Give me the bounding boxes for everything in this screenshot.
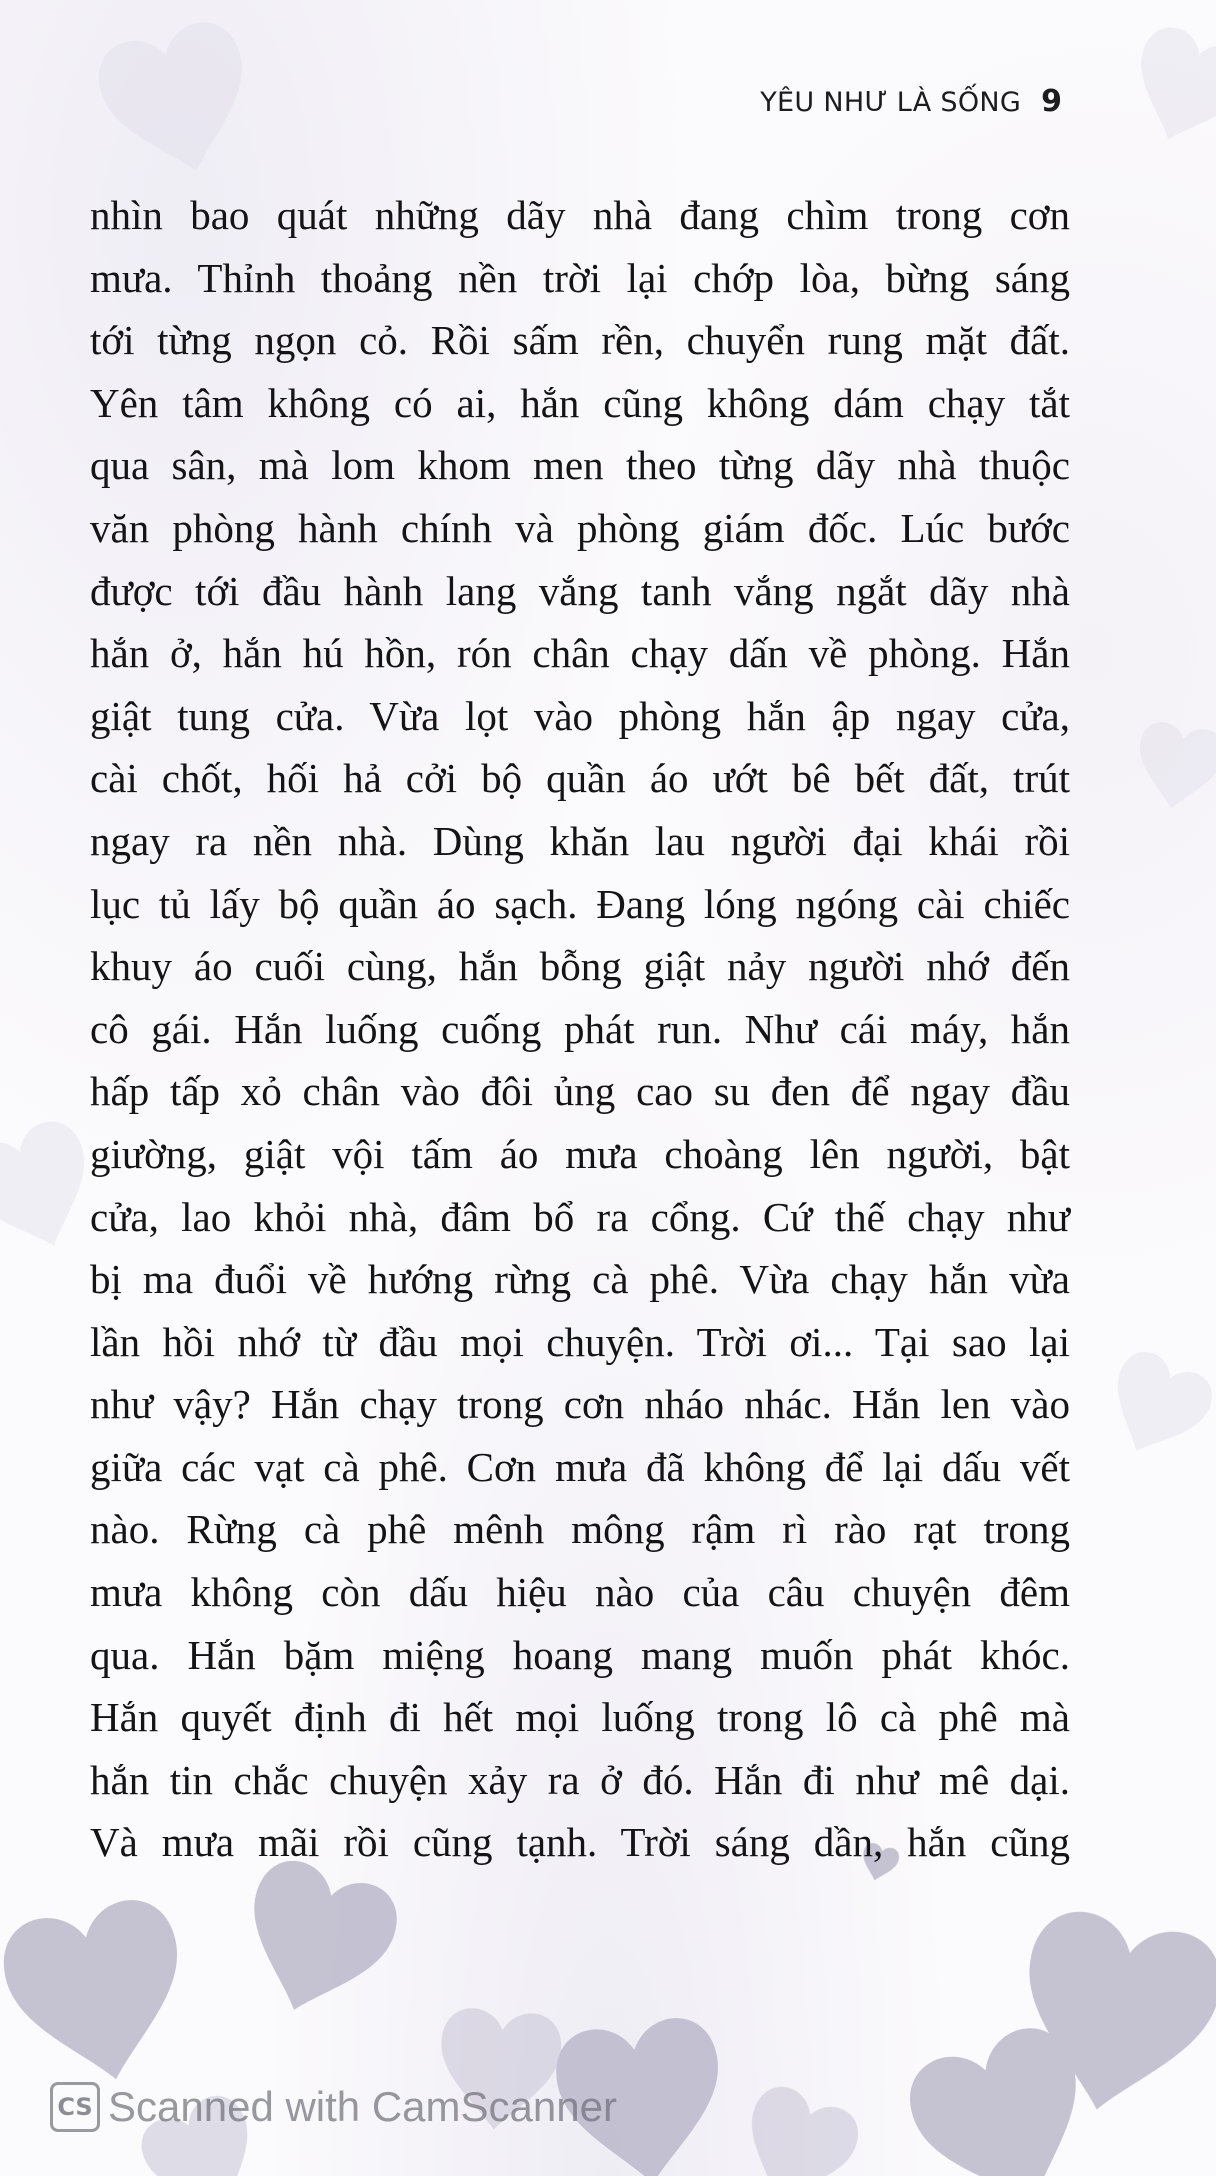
running-title: YÊU NHƯ LÀ SỐNG [760,87,1022,118]
camscanner-logo-icon: CS [50,2082,100,2132]
text-line: bị ma đuổi về hướng rừng cà phê. Vừa chạy hắn vừa [90,1256,1070,1303]
text-line: được tới đầu hành lang vắng tanh vắng ngắt dãy nhà [90,567,1070,614]
text-line: mưa. Thỉnh thoảng nền trời lại chớp lòa, bừng sáng [90,254,1070,301]
heart-shape [0,1892,201,2097]
text-line: khuy áo cuối cùng, hắn bỗng giật nảy người nhớ đến [90,943,1070,990]
text-line: giường, giật vội tấm áo mưa choàng lên người, bật [90,1130,1070,1177]
text-line: tới từng ngọn cỏ. Rồi sấm rền, chuyển rung mặt đất. [90,317,1070,364]
heart-shape [226,1852,407,2033]
heart-shape [726,2079,866,2176]
text-line: Và mưa mãi rồi cũng tạnh. Trời sáng dần, hắn cũng [90,1819,1070,1866]
text-line: lần hồi nhớ từ đầu mọi chuyện. Trời ơi... Tại sao lại [90,1318,1070,1365]
heart-shape [1130,719,1216,816]
text-line: như vậy? Hắn chạy trong cơn nháo nhác. Hắn len vào [90,1381,1070,1428]
running-header [760,84,1062,119]
text-line: lục tủ lấy bộ quần áo sạch. Đang lóng ngóng cài chiếc [90,880,1070,927]
text-line: qua. Hắn bặm miệng hoang mang muốn phát khóc. [90,1631,1070,1678]
text-line: cửa, lao khỏi nhà, đâm bổ ra cổng. Cứ thế chạy như [90,1193,1070,1240]
text-line: nào. Rừng cà phê mênh mông rậm rì rào rạt trong [90,1506,1070,1553]
text-line: cài chốt, hối hả cởi bộ quần áo ướt bê bết đất, trút [90,755,1070,802]
text-line: nhìn bao quát những dãy nhà đang chìm trong cơn [90,192,1070,238]
heart-shape [1118,20,1216,158]
text-line: văn phòng hành chính và phòng giám đốc. Lúc bước [90,504,1070,551]
text-line: ngay ra nền nhà. Dùng khăn lau người đại khái rồi [90,817,1070,864]
page-number: 9 [1041,84,1062,119]
watermark-text: Scanned with CamScanner [108,2083,617,2130]
text-line: hắn ở, hắn hú hồn, rón chân chạy dấn về phòng. Hắn [90,630,1070,677]
text-line: hắn tin chắc chuyện xảy ra ở đó. Hắn đi như mê dại. [90,1756,1070,1803]
camscanner-watermark [50,2082,617,2132]
text-line: Yên tâm không có ai, hắn cũng không dám chạy tắt [90,379,1070,426]
text-line: hấp tấp xỏ chân vào đôi ủng cao su đen để ngay đầu [90,1068,1070,1115]
text-line: Hắn quyết định đi hết mọi luống trong lô cà phê mà [90,1694,1070,1741]
text-line: qua sân, mà lom khom men theo từng dãy nhà thuộc [90,442,1070,489]
body-paragraph [90,184,1070,1874]
text-line: giật tung cửa. Vừa lọt vào phòng hắn ập ngay cửa, [90,692,1070,739]
heart-shape [1093,1344,1216,1471]
text-line: mưa không còn dấu hiệu nào của câu chuyện đêm [90,1569,1070,1616]
heart-shape [90,14,266,190]
text-line: giữa các vạt cà phê. Cơn mưa đã không để lại dấu vết [90,1443,1070,1490]
text-line: cô gái. Hắn luống cuống phát run. Như cái máy, hắn [90,1005,1070,1052]
